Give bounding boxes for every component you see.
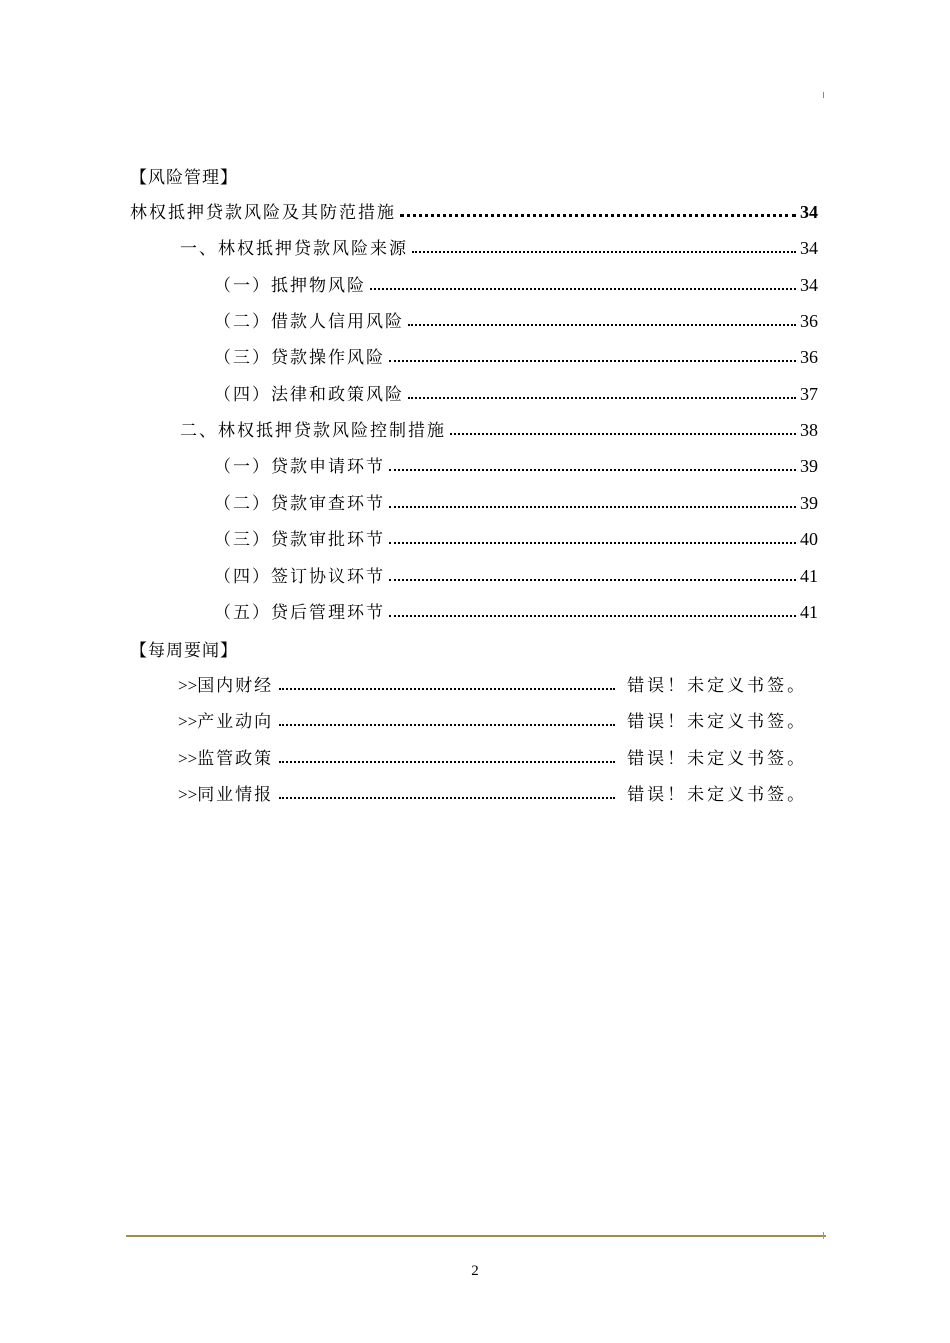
toc-entry[interactable] [214,597,818,623]
toc-entry[interactable] [214,451,818,477]
toc-entry-label: （五）贷后管理环节 [214,603,385,623]
toc-entry-page: 34 [800,275,818,295]
toc-entry[interactable] [214,379,818,405]
arrow-marker: >> [178,676,198,695]
arrow-marker: >> [178,712,198,731]
toc-entry-page: 36 [800,347,818,367]
toc-leader-dots [389,579,796,581]
toc-entry-page: 39 [800,456,818,476]
news-entry[interactable] [178,743,810,769]
toc-entry-label: （四）法律和政策风险 [214,385,404,405]
toc-entry-label: 一、林权抵押贷款风险来源 [180,239,408,259]
toc-entry-label: （四）签订协议环节 [214,567,385,587]
toc-leader-dots [400,214,796,217]
news-entry-label: 监管政策 [197,749,274,769]
toc-entry[interactable] [214,561,818,587]
crop-mark-bottom [823,1232,824,1239]
toc-leader-dots [389,506,796,508]
toc-entry[interactable] [180,415,818,441]
page-number: 2 [471,1263,479,1279]
toc-entry[interactable] [214,270,818,296]
toc-leader-dots [408,324,796,326]
toc-leader-dots [389,615,796,617]
toc-leader-dots [279,688,615,690]
toc-entry[interactable] [214,488,818,514]
toc-entry[interactable] [214,524,818,550]
news-entry[interactable] [178,670,810,696]
toc-entry-label: 二、林权抵押贷款风险控制措施 [180,421,446,441]
news-section-heading: 【每周要闻】 [130,641,238,661]
toc-leader-dots [279,724,615,726]
toc-entry-label: （三）贷款审批环节 [214,530,385,550]
toc-entry-page: 41 [800,602,818,622]
toc-leader-dots [389,542,796,544]
toc-entry-label: 林权抵押贷款风险及其防范措施 [130,203,396,223]
toc-leader-dots [370,288,796,290]
toc-entry-page: 36 [800,311,818,331]
toc-entry-page: 34 [800,238,818,258]
toc-entry[interactable] [214,342,818,368]
bookmark-error: 错误！未定义书签。 [627,749,808,769]
toc-entry[interactable] [180,233,818,259]
toc-entry-page: 39 [800,493,818,513]
news-entry[interactable] [178,779,810,805]
risk-section-heading: 【风险管理】 [130,168,238,188]
bookmark-error: 错误！未定义书签。 [627,712,808,732]
crop-mark-top [823,92,824,98]
bookmark-error: 错误！未定义书签。 [627,785,808,805]
toc-entry-page: 41 [800,566,818,586]
toc-entry-label: （一）抵押物风险 [214,276,366,296]
news-entry-label: 同业情报 [197,785,274,805]
toc-entry-label: （一）贷款申请环节 [214,457,385,477]
toc-entry-page: 40 [800,529,818,549]
bookmark-error: 错误！未定义书签。 [627,676,808,696]
toc-entry-page: 38 [800,420,818,440]
toc-entry-label: （三）贷款操作风险 [214,348,385,368]
footer-rule [126,1235,826,1237]
toc-entry-label: （二）贷款审查环节 [214,494,385,514]
toc-entry-label: （二）借款人信用风险 [214,312,404,332]
news-entry-label: 国内财经 [197,676,274,696]
news-entry[interactable] [178,706,810,732]
toc-leader-dots [389,360,796,362]
arrow-marker: >> [178,749,198,768]
toc-leader-dots [279,797,615,799]
toc-leader-dots [450,433,796,435]
news-entry-label: 产业动向 [197,712,274,732]
toc-leader-dots [408,397,796,399]
toc-entry[interactable] [214,306,818,332]
arrow-marker: >> [178,785,198,804]
toc-leader-dots [412,251,796,253]
toc-entry[interactable] [130,197,818,223]
toc-entry-page: 37 [800,384,818,404]
toc-leader-dots [279,761,615,763]
toc-entry-page: 34 [800,202,818,222]
toc-leader-dots [389,469,796,471]
